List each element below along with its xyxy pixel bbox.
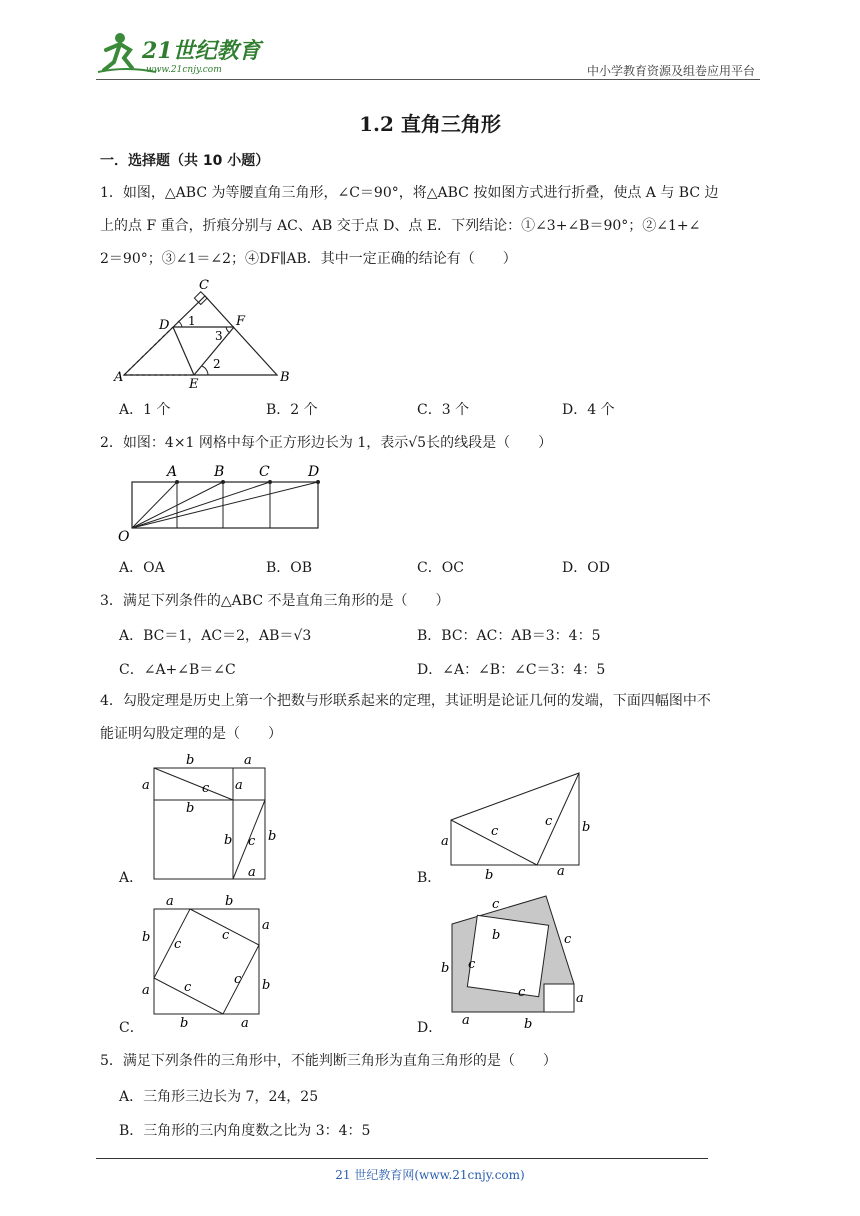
option-d[interactable]: D．4 个 xyxy=(562,402,615,418)
question-1-text xyxy=(100,177,765,276)
option-c[interactable]: C．OC xyxy=(417,560,464,576)
fig-label: O xyxy=(118,529,130,545)
svg-text:c: c xyxy=(202,781,210,796)
fig-label: A xyxy=(167,464,178,480)
option-c[interactable]: C．∠A+∠B＝∠C xyxy=(119,662,236,678)
option-b[interactable]: B． xyxy=(417,870,442,886)
svg-text:a: a xyxy=(166,894,174,909)
svg-text:c: c xyxy=(491,824,499,839)
question-line: 4．勾股定理是历史上第一个把数与形联系起来的定理，其证明是论证几何的发端，下面四幅图中不 xyxy=(100,693,711,709)
question-line: 5．满足下列条件的三角形中，不能判断三角形为直角三角形的是（ ） xyxy=(100,1053,557,1069)
fig-label: 3 xyxy=(215,329,223,343)
svg-text:b: b xyxy=(224,833,233,848)
svg-text:a: a xyxy=(248,865,256,880)
question-line: 2．如图：4×1 网格中每个正方形边长为 1，表示√5长的线段是（ ） xyxy=(100,435,553,451)
svg-text:b: b xyxy=(441,961,450,976)
fig-label: E xyxy=(189,377,199,390)
svg-text:b: b xyxy=(524,1017,533,1032)
option-a[interactable]: A．BC＝1，AC＝2，AB＝√3 xyxy=(119,628,312,644)
question-5-text xyxy=(100,1045,765,1078)
svg-text:a: a xyxy=(235,778,243,793)
svg-text:c: c xyxy=(492,897,500,912)
svg-text:b: b xyxy=(180,1016,189,1031)
fig-label: B xyxy=(214,464,225,480)
fig-label: C xyxy=(199,278,209,293)
question-4-figure-b xyxy=(437,765,597,883)
svg-text:b: b xyxy=(485,868,494,883)
question-3-text xyxy=(100,585,765,618)
svg-text:c: c xyxy=(174,937,182,952)
fig-label: B xyxy=(280,370,290,385)
svg-text:b: b xyxy=(186,801,195,816)
option-c[interactable]: C．3 个 xyxy=(417,402,470,418)
option-a[interactable]: A．1 个 xyxy=(119,402,171,418)
option-a[interactable]: A． xyxy=(119,870,144,886)
site-name: 中小学教育资源及组卷应用平台 xyxy=(586,64,755,78)
question-line: 3．满足下列条件的△ABC 不是直角三角形的是（ ） xyxy=(100,593,450,609)
question-1-figure xyxy=(112,275,297,390)
question-line: 能证明勾股定理的是（ ） xyxy=(100,726,282,742)
fig-label: F xyxy=(236,314,246,329)
question-4-figure-c xyxy=(138,893,278,1031)
header-divider xyxy=(96,79,760,80)
option-a[interactable]: A．三角形三边长为 7，24，25 xyxy=(119,1089,319,1105)
option-d[interactable]: D． xyxy=(417,1020,443,1036)
option-b[interactable]: B．BC：AC：AB＝3：4：5 xyxy=(417,628,601,644)
svg-text:b: b xyxy=(262,978,271,993)
question-4-text xyxy=(100,685,765,751)
svg-text:c: c xyxy=(222,928,230,943)
svg-text:c: c xyxy=(518,985,526,1000)
option-b[interactable]: B．2 个 xyxy=(266,402,318,418)
question-4-figure-d xyxy=(438,888,590,1033)
svg-text:a: a xyxy=(244,753,252,768)
svg-text:a: a xyxy=(241,1016,249,1031)
svg-text:c: c xyxy=(234,972,242,987)
svg-text:21世纪教育: 21世纪教育 xyxy=(142,38,261,64)
footer-link[interactable]: 21 世纪教育网(www.21cnjy.com) xyxy=(335,1168,525,1182)
option-a[interactable]: A．OA xyxy=(119,560,165,576)
option-b[interactable]: B．OB xyxy=(266,560,313,576)
question-2-text xyxy=(100,427,765,460)
svg-text:b: b xyxy=(225,894,234,909)
fig-label: D xyxy=(159,318,170,333)
svg-text:a: a xyxy=(441,834,449,849)
fig-label: 1 xyxy=(188,314,196,328)
svg-text:c: c xyxy=(545,814,553,829)
option-b[interactable]: B．三角形的三内角度数之比为 3：4：5 xyxy=(119,1123,371,1139)
svg-text:c: c xyxy=(564,932,572,947)
svg-text:b: b xyxy=(142,930,151,945)
svg-text:www.21cnjy.com: www.21cnjy.com xyxy=(146,65,222,75)
question-line: 上的点 F 重合，折痕分别与 AC、AB 交于点 D、点 E．下列结论：①∠3+∠B＝90°；②∠1+∠ xyxy=(100,218,701,234)
svg-text:a: a xyxy=(557,864,565,879)
question-line: 1．如图，△ABC 为等腰直角三角形，∠C＝90°，将△ABC 按如图方式进行折叠，使点 A 与 BC 边 xyxy=(100,185,719,201)
svg-text:b: b xyxy=(492,928,501,943)
fig-label: C xyxy=(259,464,270,480)
svg-text:a: a xyxy=(142,778,150,793)
svg-text:b: b xyxy=(268,829,277,844)
page-title: 1.2 直角三角形 xyxy=(359,112,501,136)
svg-text:c: c xyxy=(248,834,256,849)
option-c[interactable]: C． xyxy=(119,1020,144,1036)
section-heading: 一．选择题（共 10 小题） xyxy=(100,153,270,169)
svg-text:c: c xyxy=(184,980,192,995)
svg-text:a: a xyxy=(576,991,584,1006)
option-d[interactable]: D．∠A：∠B：∠C＝3：4：5 xyxy=(417,662,606,678)
question-line: 2＝90°；③∠1＝∠2；④DF∥AB．其中一定正确的结论有（ ） xyxy=(100,251,517,267)
option-d[interactable]: D．OD xyxy=(562,560,610,576)
fig-label: 2 xyxy=(213,357,221,371)
fig-label: A xyxy=(114,370,124,385)
svg-text:a: a xyxy=(262,918,270,933)
svg-text:a: a xyxy=(142,983,150,998)
question-4-figure-a xyxy=(138,752,278,884)
fig-label: D xyxy=(308,464,320,480)
site-logo xyxy=(96,28,266,80)
svg-text:a: a xyxy=(462,1013,470,1028)
svg-text:b: b xyxy=(186,753,195,768)
question-2-figure xyxy=(112,460,327,545)
svg-text:c: c xyxy=(468,957,476,972)
svg-text:b: b xyxy=(582,820,591,835)
footer-divider xyxy=(96,1158,708,1159)
